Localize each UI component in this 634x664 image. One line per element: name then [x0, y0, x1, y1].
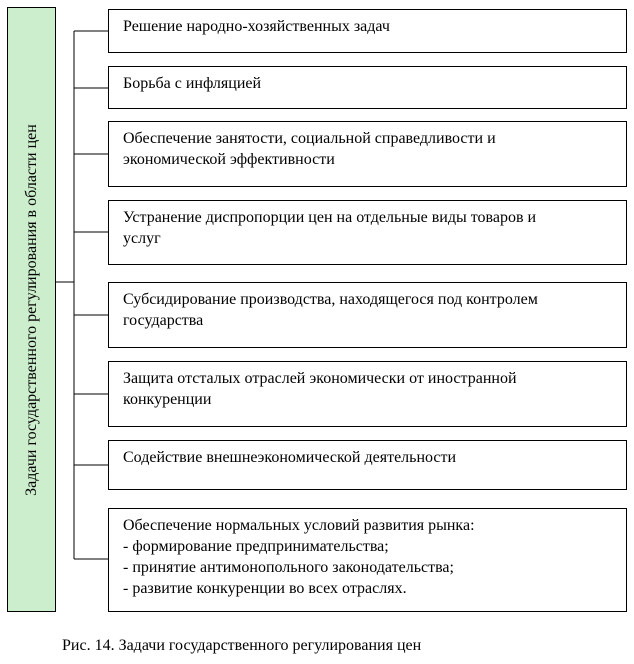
task-box: [108, 282, 627, 348]
task-text: конкуренции: [123, 391, 212, 408]
task-box: [108, 9, 627, 53]
task-text: - принятие антимонопольного законодательства;: [123, 559, 454, 576]
task-text: Защита отсталых отраслей экономически от иностранной: [123, 370, 517, 387]
task-text: Устранение диспропорции цен на отдельные виды товаров и: [123, 209, 537, 226]
task-text: государства: [123, 312, 204, 329]
task-text: услуг: [123, 230, 161, 247]
task-box: [108, 66, 627, 109]
task-box: [108, 361, 627, 427]
task-text: Субсидирование производства, находящегося под контролем: [123, 291, 538, 308]
task-box: [108, 200, 627, 265]
task-text: Решение народно-хозяйственных задач: [123, 18, 390, 35]
task-text: Борьба с инфляцией: [123, 75, 262, 92]
root-label: Задачи государственного регулирования в области цен: [22, 123, 40, 496]
task-text: - формирование предпринимательства;: [123, 538, 389, 555]
task-box: [108, 121, 627, 187]
task-box: [108, 440, 627, 490]
task-text: Обеспечение нормальных условий развития рынка:: [123, 517, 475, 534]
task-text: Обеспечение занятости, социальной справедливости и: [123, 130, 496, 147]
task-text: - развитие конкуренции во всех отраслях.: [123, 580, 407, 597]
task-text: Содействие внешнеэкономической деятельности: [123, 449, 457, 466]
root-box: [7, 7, 56, 612]
task-box: [108, 508, 627, 612]
figure-caption: Рис. 14. Задачи государственного регулирования цен: [62, 637, 422, 654]
task-text: экономической эффективности: [123, 151, 335, 168]
